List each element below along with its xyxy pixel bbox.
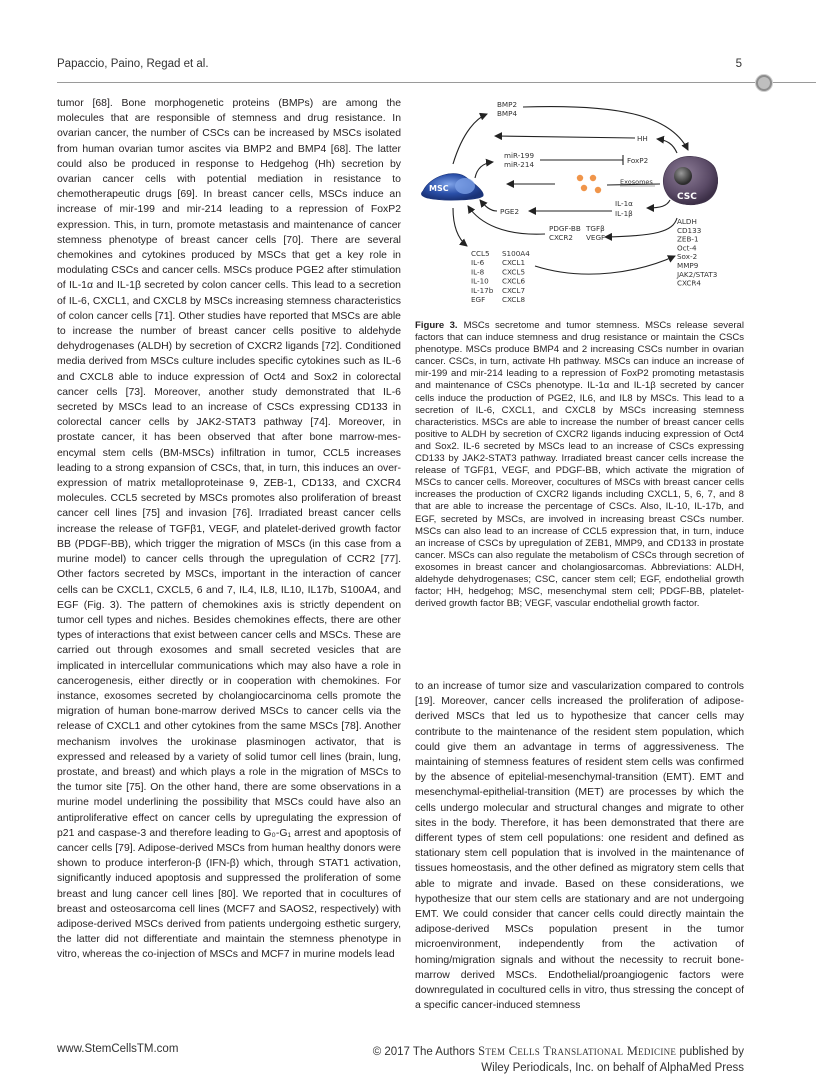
secreted-factor-list-1 bbox=[471, 249, 494, 304]
label-bmp4: BMP4 bbox=[497, 109, 518, 118]
arrow-msc-to-secreted bbox=[453, 208, 467, 246]
figure-caption-label: Figure 3. bbox=[415, 320, 458, 331]
figure-3-diagram bbox=[415, 96, 745, 332]
label-exosomes: Exosomes bbox=[620, 178, 653, 186]
msc-cell bbox=[421, 174, 483, 201]
secreted-factor: EGF bbox=[471, 295, 486, 304]
csc-marker: ZEB-1 bbox=[677, 234, 699, 244]
arrow-pge2-to-msc bbox=[480, 200, 497, 211]
body-paragraph: to an increase of tumor size and vascularization compared to controls [19]. Moreover, cancer cells increased the proliferation of adipose-derived MSCs that led us to hypothesize that cancer cells may contribute to the maintenance of the resident stem population, which could give them an advantage in terms of aggressiveness. The maintaining of stemness features of resident stem cells was confirmed by the absence of epitelial-mesenchymal-transition (EMT). EMT and mesenchymal-epithelial-transition (MET) are processes by which the cells undergo molecular and structural changes and migrate to other sites in the body. Therefore, it has been demonstrated that there are different types of stem cell populations: one resident and defined as stationary stem cell population that is involved in the maintenance of tissues homeostasis, and the other defined as migratory stem cells that able to migrate and invade. Based on these considerations, we hypothesize that our stem cells are stationary and are not undergoing EMT. We could consider that cancer cells could directly maintain the adipose-derived MSCs population present in the tumor microenvironment, independently from the activation of homing/migration signals and without the necessity to recruit bone-marrow derived MSCs. Endothelial/proangiogenic factors were downregulated in cocultured cells in vitro, thus stressing the concept of a specific cancer-induced stemness bbox=[415, 681, 744, 1012]
secreted-factor: IL-10 bbox=[471, 276, 489, 286]
csc-marker: JAK2/STAT3 bbox=[677, 269, 718, 279]
arrow-csc-to-il1 bbox=[647, 200, 670, 208]
footer-journal-name: Stem Cells Translational Medicine bbox=[478, 1044, 677, 1058]
secreted-factor-list-2 bbox=[502, 249, 530, 304]
arrow-bmp-to-csc bbox=[523, 106, 688, 150]
msc-label: MSC bbox=[429, 184, 449, 193]
arrow-secreted-to-csc bbox=[535, 256, 675, 274]
footer-copyright-prefix: © 2017 The Authors bbox=[372, 1046, 475, 1058]
label-cxcr2: CXCR2 bbox=[549, 233, 574, 242]
secreted-factor: S100A4 bbox=[502, 249, 530, 258]
label-mir214: miR-214 bbox=[504, 160, 535, 169]
footer-copyright bbox=[373, 1043, 744, 1076]
page-number: 5 bbox=[735, 58, 742, 70]
label-vegf: VEGF bbox=[586, 233, 606, 242]
csc-marker: CD133 bbox=[677, 225, 702, 235]
secreted-factor: CXCL1 bbox=[502, 258, 526, 268]
left-column-body bbox=[57, 96, 401, 963]
label-bmp2: BMP2 bbox=[497, 100, 518, 109]
arrow-msc-to-bmp bbox=[453, 114, 487, 164]
label-il1a: IL-1α bbox=[615, 199, 633, 208]
secreted-factor: CXCL7 bbox=[502, 285, 526, 295]
figure-caption-text: MSCs secretome and tumor stemness. MSCs release several factors that can induce stemness and drug resistance or maintain the CSCs phenotype. MSCs produce BMP4 and 2 increasing CSCs number in ovarian cancer. CSCs, in turn, activate Hh pathway. MSCs can induce an increase of mir-199 and mir-214 leading to a repression of FoxP2 promoting metastasis and maintenance of CSCs phenotype. IL-1α and IL-1β secreted by cancer cells induce the production of PGE2, IL6, and IL8 by MSCs. This lead to a secretion of IL-6, CXCL1, and CXCL8 by MSCs increasing stemness characteristics. MSCs are able to increase the number of breast cancer cells positive to ALDH by secretion of CXCR2 ligands inducing expression of Oct4 and Sox2. IL-6 secreted by MSCs lead to an increase of CSCs expressing CD133 by JAK2-STAT3 pathway. Irradiated breast cancer cells increase the release of TGFβ1, VEGF, and PDGF-BB, which activate the migration of MSCs to cancer cells. Moreover, cocultures of MSCs with breast cancer cells increases the production of CXCR2 ligands including CXCL1, 5, 6, 7, and 8 that are able to increase the percentage of CSCs. Also, IL-10, IL-17b, and EGF, secreted by MSCs, are involved in increasing breast CSCs number. MSCs can also lead to an increase of CCL5 expression that, in turn, induce an increase of CSCs by upregulation of ZEB1, MMP9, and CD133 in prostate cancer. MSCs can also regulate the metabolism of CSCs through secretion of exosomes in breast cancer and cholangiosarcomas. Abbreviations: ALDH, aldehyde dehydrogenases; CSC, cancer stem cell; EGF, endothelial growth factor; HH, hedgehog; MSC, mesenchymal stem cell; PDGF-BB, platelet-derived growth factor BB; VEGF, vascular endothelial growth factor. bbox=[415, 320, 744, 610]
csc-marker: Oct-4 bbox=[677, 243, 697, 253]
csc-nucleus bbox=[674, 167, 692, 185]
arrow-csc-to-hh bbox=[657, 139, 677, 153]
csc-marker: ALDH bbox=[677, 217, 697, 226]
secreted-factor: IL-6 bbox=[471, 258, 485, 268]
csc-marker: Sox-2 bbox=[677, 252, 698, 262]
body-paragraph: tumor [68]. Bone morphogenetic proteins (BMPs) are among the molecules that are responsible of stemness and drug resistance. In ovarian cancer, the number of CSCs can be increased by MSCs isolated from human ovarian tumor ascites via BMP2 and BMP4 [68]. The latter could also be produced in response to Hedgehog (Hh) secretion by ovarian cancer cells with potential mediation in resistance to chemotherapeutic drugs [69]. In breast cancer cells, MSCs induce an increase of mir-199 and mir-214 leading to a repression of FoxP2 expression. This, in turn, promote metastasis and maintenance of cancer stemness phenotype of breast cancer cells [70]. There are several chemokines and cytokines produced by MSCs that get a key role in modulating CSCs and cancer cells. MSCs produce PGE2 after stimulation of IL-1α and IL-1β secreted by colon cancer cells. This lead to a secretion of IL-6, CXCL1, and CXCL8 by MSCs increasing stemness characteristics of colon cancer cells [71]. Other studies have reported that MSCs are able to increase the number of breast cancer cells positive to aldehyde dehydrogenases (ALDH) by secretion of CXCR2 ligands [72]. Conditioned media derived from MSCs culture includes specific cytokines such as IL-6 and CXCL8 able to induce expression of Oct4 and Sox2 in colorectal cancer cells [73]. Moreover, another study demonstrated that IL-6 secreted by MSCs lead to an increase of CSCs expressing CD133 in colorectal cancer cells by JAK2-STAT3 pathway [74]. Moreover, in prostate cancer, it has been observed that after bone marrow-mesencymal stem cells (BM-MSCs) infiltration in tumor, CCL5 increases leading to a strong expansion of CSCs, that, in turn, this induces an over-expression of matrix metalloproteinase 9, ZEB-1, CD133, and CXCR4 molecules. CCL5 secreted by MSCs promotes also proliferation of breast cancer cell lines [75] and invasion [76]. Irradiated breast cancer cells increase the release of TGFβ1, VEGF, and platelet-derived growth factor BB (PDGF-BB), which trigger the migration of MSCs (in this case from a murine model) to cancer cells through the upregulation of CCR2 [77]. Other factors secreted by MSCs, important in the interaction of cancer cells can be CXCL1, CXCL5, 6 and 7, IL4, IL8, IL10, IL17b, S100A4, and EGF (Fig. 3). The pattern of chemokines axis is strictly dependent on tumor cell types and niches. Besides chemokines effects, there are other types of interactions that exist between cancer cells and MSCs. These are carried out through exosomes and small secreted vesicles that are implicated in intercellular communications which may also have a role in cancerogenesis, either directly or in cooperation with chemokines. For instance, exosomes secreted by cholangiocarcinoma cells promote the migration of human bone-marrow derived MSCs to cancer cells via the release of CXCL1 and other cytokines from the same MSCs [78]. Another mechanism involves the urokinase plasminogen activator, that is expressed and released by a variety of solid tumor cell lines (brain, lung, prostate, and breast) and which plays a role in the migration of MSCs to the tumor site [75]. On the other hand, there are some observations in a murine model underlining the possibility that MSCs could have also an antiproliferative effect on cancer cells by upregulating the expression of p21 and caspase-3 and therefore leading to G₀-G₁ arrest and apoptosis of cancer cells [79]. Adipose-derived MSCs from human healthy donors were shown to produce interferon-β (IFN-β) which, through STAT1 activation, significantly induced apoptosis and suppressed the proliferation of some breast and lung cancer cell lines [80]. We reported that in cocultures of breast and osteosarcoma cell lines (MCF7 and SAOS2, respectively) with adipose-derived MSCs derived from patients undergoing esthetic surgery, the latter did not differentiate and maintain the stemness phenotype in vitro, whereas the co-injection of MSCs and MCF7 in murine models lead bbox=[57, 98, 401, 961]
secreted-factor: CXCL6 bbox=[502, 276, 526, 286]
label-il1b: IL-1β bbox=[615, 209, 633, 218]
exosome-dot bbox=[590, 175, 596, 181]
exosome-dot bbox=[581, 185, 587, 191]
figure-caption bbox=[415, 320, 744, 610]
arrow-msc-to-mir bbox=[475, 162, 493, 178]
csc-marker-list bbox=[676, 217, 717, 288]
exosome-dot bbox=[595, 187, 601, 193]
label-hh: HH bbox=[637, 134, 648, 143]
label-tgfb: TGFβ bbox=[586, 224, 605, 233]
header-rule bbox=[57, 82, 816, 83]
footer-website[interactable]: www.StemCellsTM.com bbox=[57, 1043, 179, 1055]
right-column-body bbox=[415, 679, 744, 1013]
page-ornament-icon bbox=[756, 75, 772, 91]
exosome-dot bbox=[577, 175, 583, 181]
secreted-factor: IL-8 bbox=[471, 267, 485, 277]
footer-published-by: published by bbox=[679, 1046, 744, 1058]
label-foxp2: FoxP2 bbox=[627, 156, 649, 165]
label-mir199: miR-199 bbox=[504, 151, 535, 160]
secreted-factor: CXCL5 bbox=[502, 267, 526, 277]
secreted-factor: CXCL8 bbox=[502, 295, 526, 304]
csc-marker: CXCR4 bbox=[677, 278, 702, 288]
arrow-csc-to-tgfb bbox=[605, 218, 677, 237]
label-pge2: PGE2 bbox=[500, 207, 520, 216]
running-header bbox=[57, 56, 742, 76]
secreted-factor: CCL5 bbox=[471, 249, 490, 258]
msc-nucleus bbox=[455, 178, 475, 194]
footer-publisher: Wiley Periodicals, Inc. on behalf of AlphaMed Press bbox=[481, 1062, 744, 1074]
label-pdgfbb: PDGF-BB bbox=[549, 224, 581, 233]
secreted-factor: IL-17b bbox=[471, 285, 494, 295]
running-header-authors: Papaccio, Paino, Regad et al. bbox=[57, 58, 209, 70]
csc-label: CSC bbox=[677, 192, 697, 202]
csc-cell bbox=[663, 156, 718, 204]
arrow-hh-to-msc bbox=[495, 136, 635, 138]
csc-marker: MMP9 bbox=[677, 261, 699, 270]
exosome-dots bbox=[577, 175, 601, 193]
